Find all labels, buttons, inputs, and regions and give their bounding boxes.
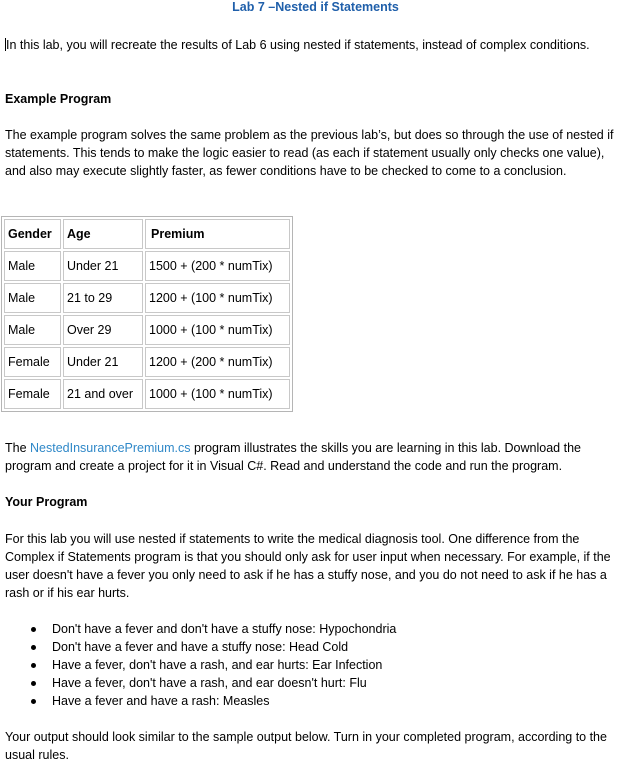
example-program-paragraph: The example program solves the same problem as the previous lab’s, but does so through the use of nested if statements. This tends to make the logic easier to read (as each if statement usually only checks one value), and also may execute slightly faster, as fewer conditions have to be checked to come to a conclusion. — [5, 128, 614, 178]
diagnosis-text: Don't have a fever and don't have a stuffy nose: Hypochondria — [52, 622, 397, 636]
table-row — [4, 347, 290, 377]
intro-paragraph — [5, 36, 627, 54]
premium-cell: 1200 + (100 * numTix) — [145, 283, 290, 313]
premium-cell: 1200 + (200 * numTix) — [145, 347, 290, 377]
premium-cell: 1000 + (100 * numTix) — [145, 315, 290, 345]
table-row — [4, 379, 290, 409]
age-cell: 21 to 29 — [63, 283, 143, 313]
age-cell: 21 and over — [63, 379, 143, 409]
age-cell: Under 21 — [63, 251, 143, 281]
list-item — [0, 674, 396, 692]
your-program-paragraph: For this lab you will use nested if statements to write the medical diagnosis tool. One difference from the Complex if Statements program is that you should only ask for user input when necessary. For example, if the user doesn't have a fever you only need to ask if he has a stuffy nose, and you do not need to ask if he has a rash or if his ear hurts. — [5, 532, 611, 600]
list-item — [0, 692, 396, 710]
gender-cell: Female — [4, 347, 61, 377]
diagnosis-text: Have a fever, don't have a rash, and ear doesn't hurt: Flu — [52, 676, 367, 690]
table-row — [4, 315, 290, 345]
closing-paragraph: Your output should look similar to the sample output below. Turn in your completed program, according to the usual rules. — [5, 730, 607, 762]
premium-table — [1, 216, 293, 412]
table-header-cell: Gender — [4, 219, 61, 249]
list-item — [0, 638, 396, 656]
diagnosis-text: Have a fever and have a rash: Measles — [52, 694, 270, 708]
download-suffix: program illustrates the skills you are learning in this lab. Download the program and create a project for it in Visual C#. Read and understand the code and run the program. — [5, 441, 581, 473]
diagnosis-list — [0, 620, 396, 710]
your-program-heading: Your Program — [5, 495, 88, 509]
age-cell: Over 29 — [63, 315, 143, 345]
list-item — [0, 620, 396, 638]
diagnosis-text: Don't have a fever and have a stuffy nose: Head Cold — [52, 640, 349, 654]
download-prefix: The — [5, 441, 31, 455]
gender-cell: Female — [4, 379, 61, 409]
gender-cell: Male — [4, 251, 61, 281]
list-item — [0, 656, 396, 674]
example-program-heading: Example Program — [5, 92, 112, 106]
gender-cell: Male — [4, 315, 61, 345]
table-header-row — [4, 219, 290, 249]
bullet-icon — [31, 699, 36, 704]
intro-text: In this lab, you will recreate the results of Lab 6 using nested if statements, instead of complex conditions. — [6, 38, 590, 52]
diagnosis-text: Have a fever, don't have a rash, and ear hurts: Ear Infection — [52, 658, 383, 672]
table-row — [4, 283, 290, 313]
download-paragraph — [5, 439, 627, 475]
table-header-cell: Premium — [145, 219, 290, 249]
bullet-icon — [31, 627, 36, 632]
table-header-cell: Age — [63, 219, 143, 249]
premium-cell: 1500 + (200 * numTix) — [145, 251, 290, 281]
nested-insurance-premium-link[interactable]: NestedInsurancePremium.cs — [30, 441, 191, 455]
table-row — [4, 251, 290, 281]
gender-cell: Male — [4, 283, 61, 313]
premium-cell: 1000 + (100 * numTix) — [145, 379, 290, 409]
page-title: Lab 7 –Nested if Statements — [232, 0, 399, 14]
bullet-icon — [31, 681, 36, 686]
bullet-icon — [31, 645, 36, 650]
age-cell: Under 21 — [63, 347, 143, 377]
bullet-icon — [31, 663, 36, 668]
